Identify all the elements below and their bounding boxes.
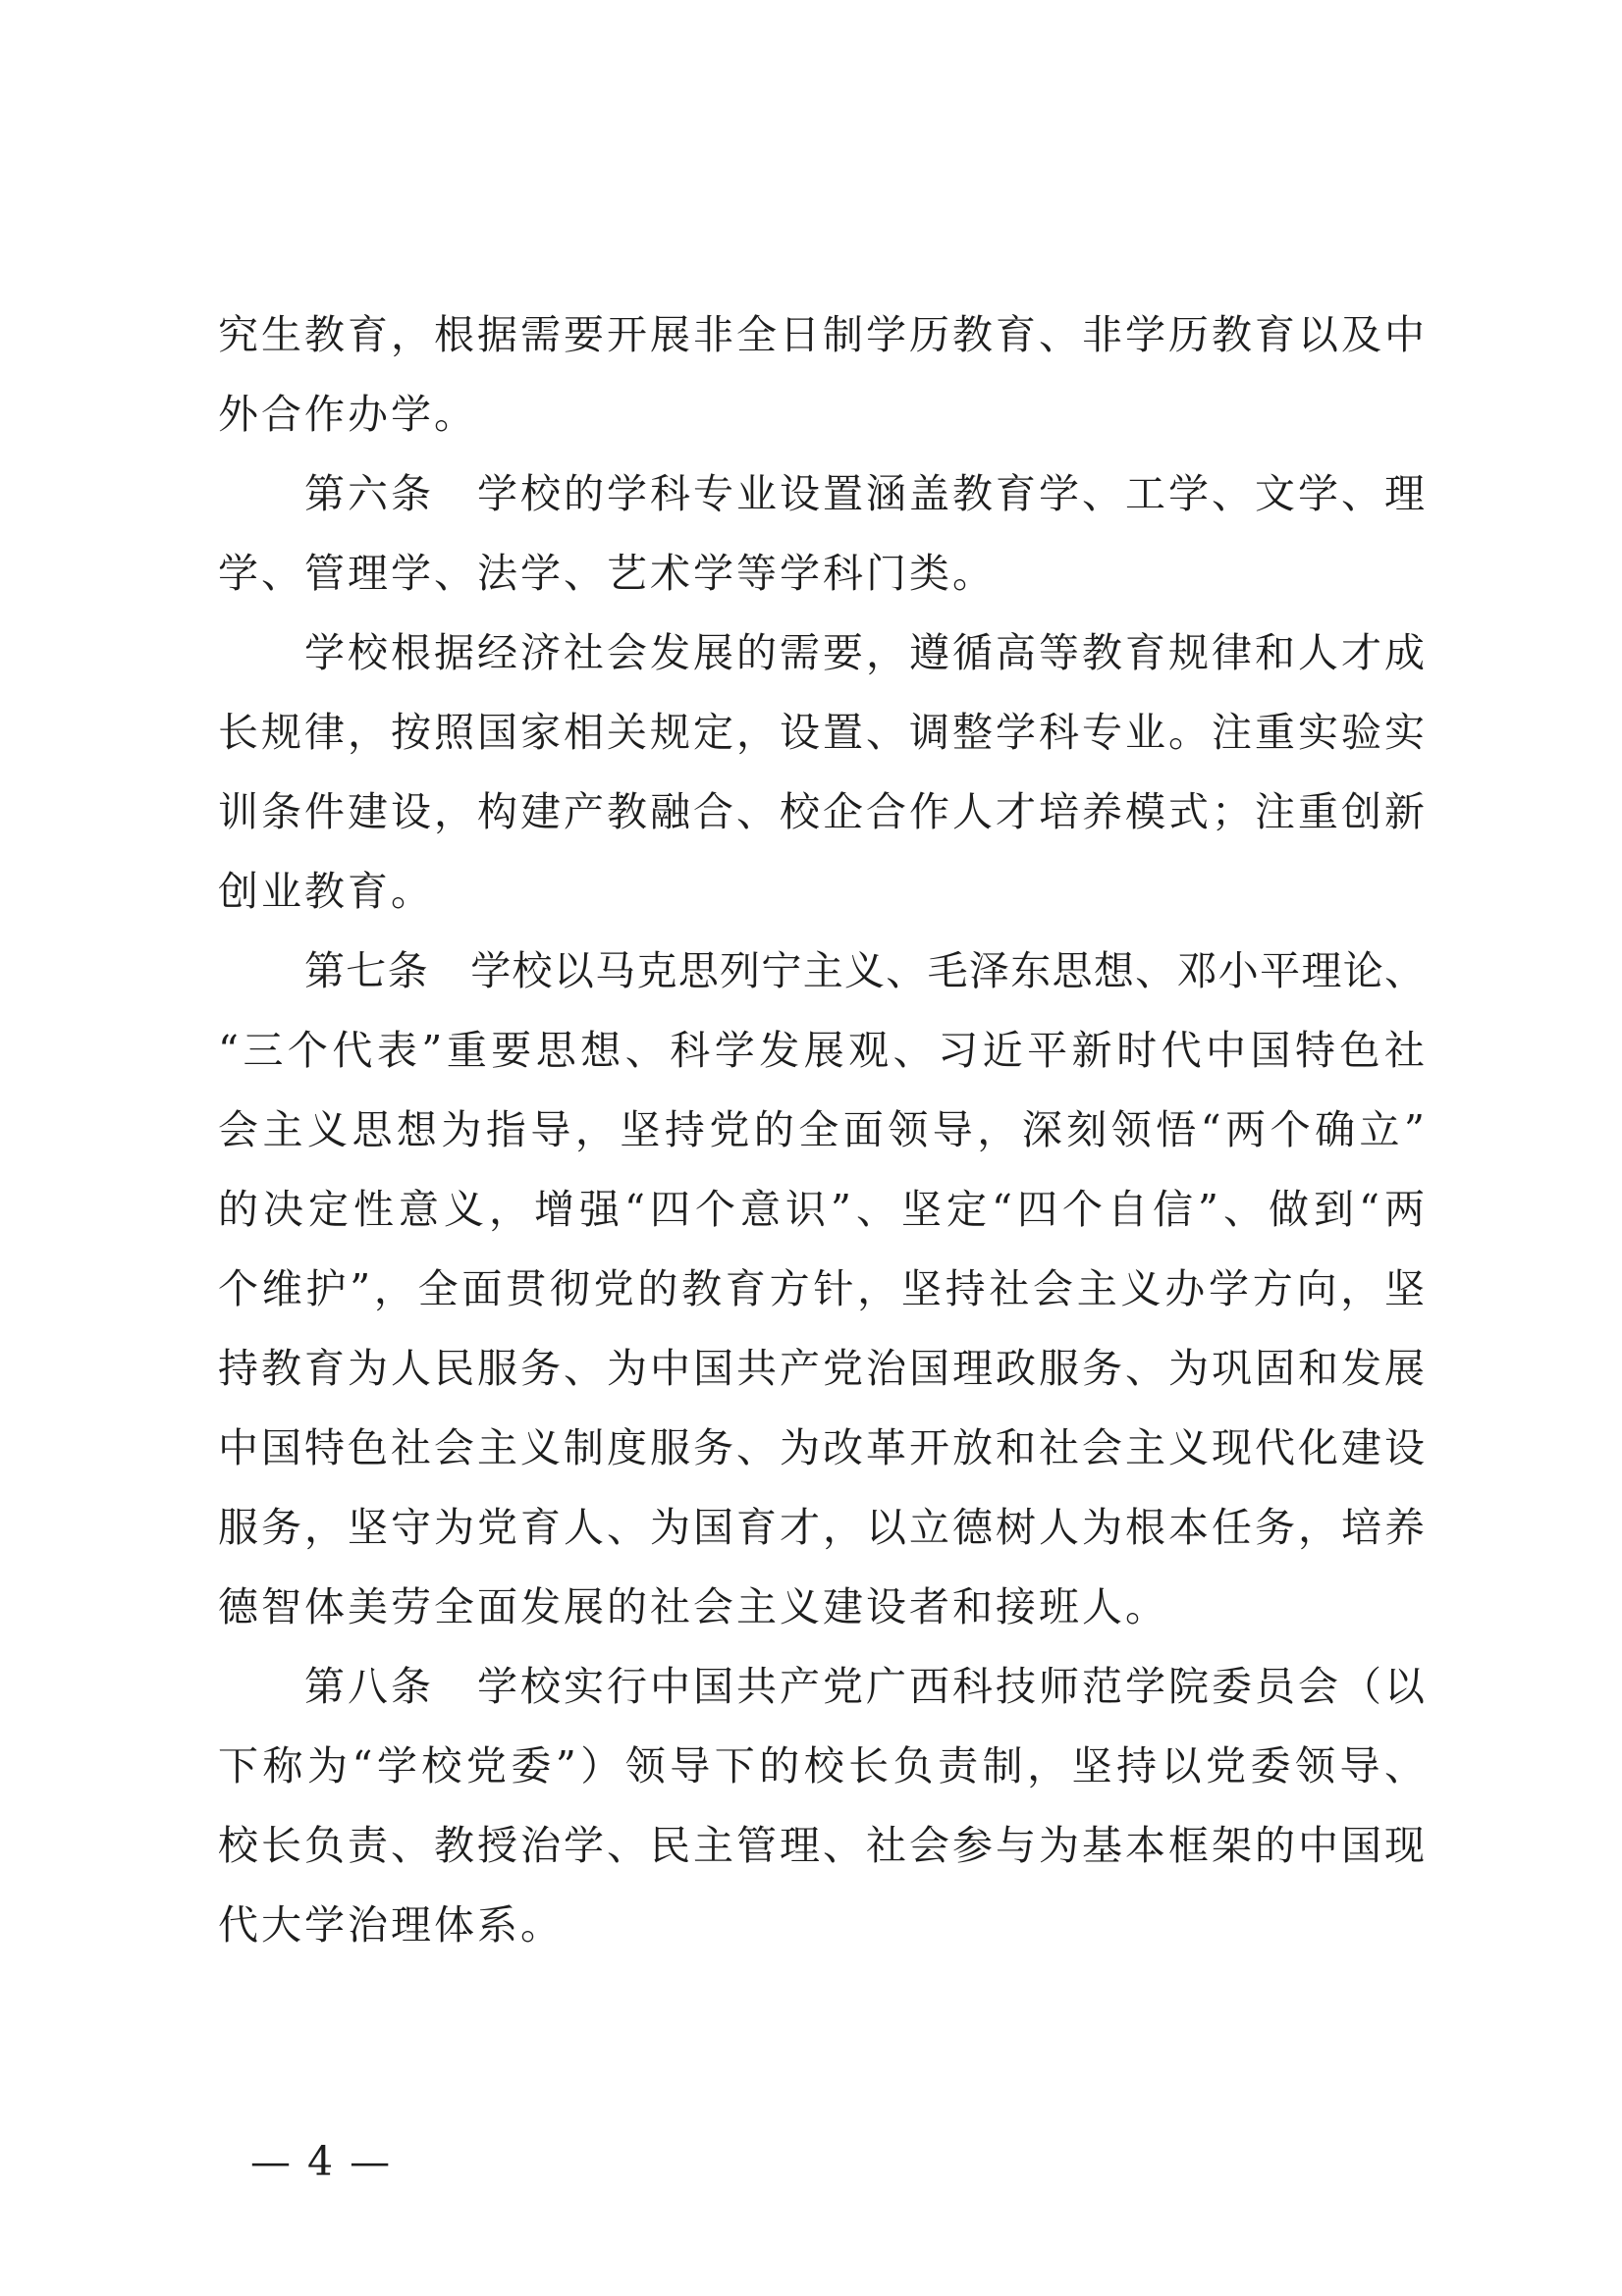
paragraph bbox=[218, 614, 1426, 932]
text-line: 外合作办学。 bbox=[218, 391, 477, 438]
paragraph bbox=[218, 295, 1426, 454]
page-number: — 4 — bbox=[250, 2138, 393, 2185]
text-line: 下称为“学校党委”）领导下的校长负责制，坚持以党委领导、 bbox=[218, 1742, 1426, 1789]
text-line: 中国特色社会主义制度服务、为改革开放和社会主义现代化建设 bbox=[218, 1424, 1426, 1471]
text-line: 代大学治理体系。 bbox=[218, 1901, 564, 1949]
paragraph-article-7 bbox=[218, 932, 1426, 1647]
text-line: 德智体美劳全面发展的社会主义建设者和接班人。 bbox=[218, 1583, 1168, 1630]
text-line: “三个代表”重要思想、科学发展观、习近平新时代中国特色社 bbox=[218, 1027, 1426, 1074]
text-line: 会主义思想为指导，坚持党的全面领导，深刻领悟“两个确立” bbox=[218, 1106, 1426, 1153]
document-body bbox=[218, 295, 1426, 1965]
text-line: 第七条 学校以马克思列宁主义、毛泽东思想、邓小平理论、 bbox=[304, 947, 1426, 994]
text-line: 训条件建设，构建产教融合、校企合作人才培养模式；注重创新 bbox=[218, 788, 1426, 835]
text-line: 究生教育，根据需要开展非全日制学历教育、非学历教育以及中 bbox=[218, 311, 1426, 358]
paragraph-article-8 bbox=[218, 1647, 1426, 1965]
text-line: 校长负责、教授治学、民主管理、社会参与为基本框架的中国现 bbox=[218, 1822, 1426, 1869]
text-line: 学、管理学、法学、艺术学等学科门类。 bbox=[218, 550, 996, 597]
text-line: 持教育为人民服务、为中国共产党治国理政服务、为巩固和发展 bbox=[218, 1345, 1426, 1392]
text-line: 第六条 学校的学科专业设置涵盖教育学、工学、文学、理 bbox=[304, 470, 1426, 517]
text-line: 创业教育。 bbox=[218, 868, 434, 915]
text-line: 服务，坚守为党育人、为国育才，以立德树人为根本任务，培养 bbox=[218, 1504, 1426, 1551]
text-line: 第八条 学校实行中国共产党广西科技师范学院委员会（以 bbox=[304, 1663, 1426, 1710]
paragraph-article-6 bbox=[218, 454, 1426, 614]
text-line: 个维护”，全面贯彻党的教育方针，坚持社会主义办学方向，坚 bbox=[218, 1265, 1426, 1312]
text-line: 学校根据经济社会发展的需要，遵循高等教育规律和人才成 bbox=[304, 629, 1426, 676]
text-line: 的决定性意义，增强“四个意识”、坚定“四个自信”、做到“两 bbox=[218, 1186, 1426, 1233]
text-line: 长规律，按照国家相关规定，设置、调整学科专业。注重实验实 bbox=[218, 709, 1426, 756]
